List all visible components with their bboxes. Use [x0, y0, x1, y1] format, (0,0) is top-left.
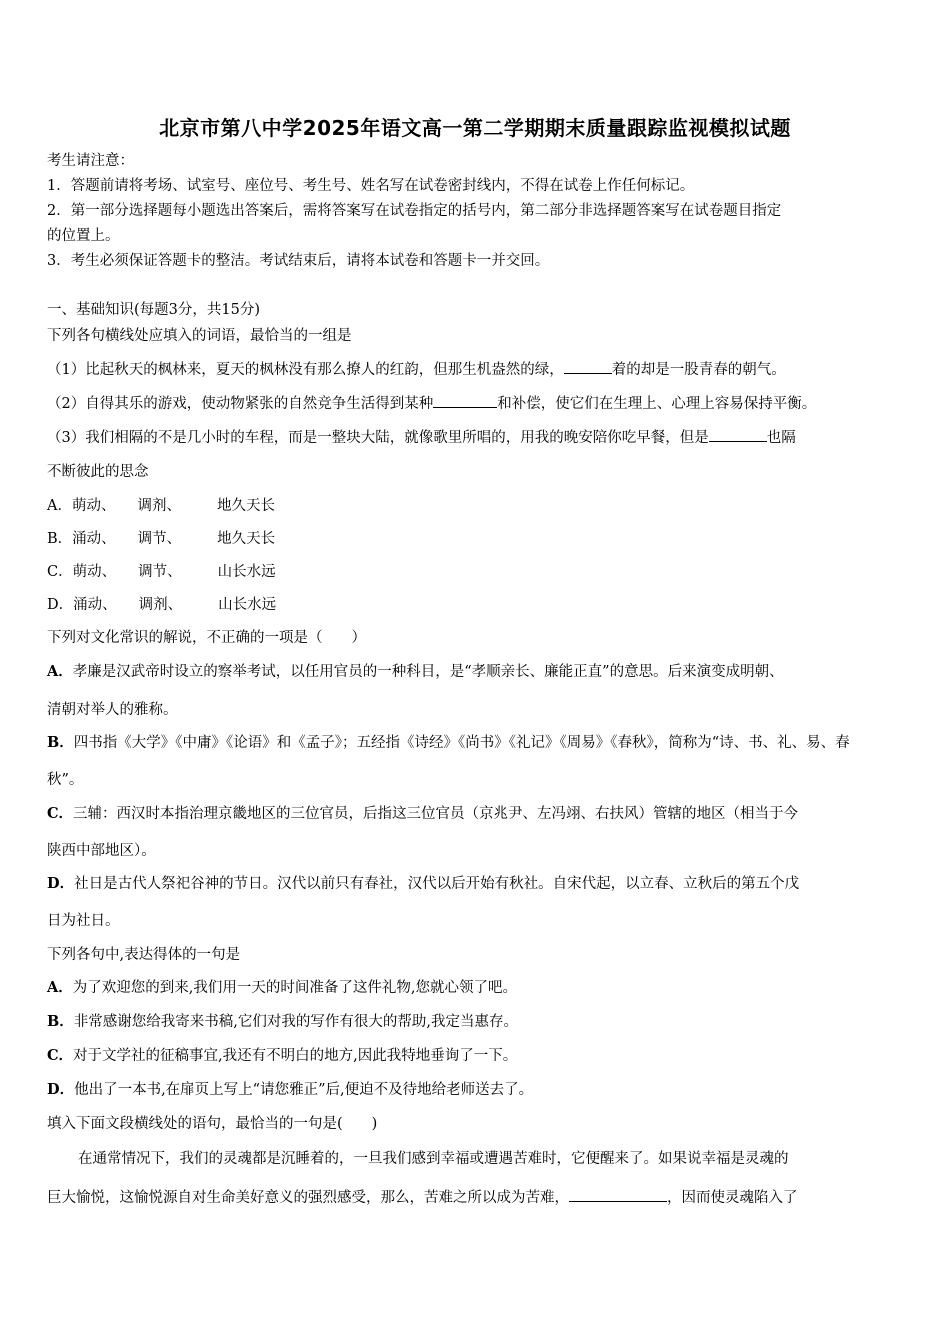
- q2-option-c: C．三辅：西汉时本指治理京畿地区的三位官员，后指这三位官员（京兆尹、左冯翊、右扶风）管辖的地区（相当于今: [47, 805, 799, 822]
- q3-option-d: D．他出了一本书,在扉页上写上“请您雅正”后,便迫不及待地给老师送去了。: [47, 1081, 534, 1098]
- notice-item-2-cont: 的位置上。: [47, 228, 120, 244]
- section-heading: 一、基础知识(每题3分，共15分): [47, 302, 260, 318]
- answer-blank: [564, 358, 612, 374]
- q1-sentence-1: [47, 358, 786, 380]
- q3-option-b: B．非常感谢您给我寄来书稿,它们对我的写作有很大的帮助,我定当惠存。: [47, 1013, 518, 1030]
- q1-s1-text-b: 着的却是一股青春的朝气。: [611, 362, 786, 378]
- q1-option-c: C．萌动、 调节、 山长水远: [47, 564, 276, 580]
- q1-s3-text-a: （3）我们相隔的不是几小时的车程，而是一整块大陆，就像歌里所唱的，用我的晚安陪你吃早餐，但是: [47, 430, 709, 446]
- q2-option-d-cont: 日为社日。: [47, 913, 120, 929]
- q1-s2-text-b: 和补偿，使它们在生理上、心理上容易保持平衡。: [497, 396, 817, 412]
- answer-blank: [433, 392, 497, 408]
- notice-heading: 考生请注意：: [47, 153, 134, 169]
- q2-option-a-cont: 清朝对举人的雅称。: [47, 702, 178, 718]
- notice-item-3: 3．考生必须保证答题卡的整洁。考试结束后，请将本试卷和答题卡一并交回。: [47, 253, 550, 269]
- answer-blank: [569, 1186, 667, 1202]
- q1-option-a: A．萌动、 调剂、 地久天长: [47, 498, 275, 514]
- q1-sentence-3-cont: 不断彼此的思念: [47, 464, 149, 480]
- q1-s3-text-b: 也隔: [766, 430, 796, 446]
- q1-s1-text-a: （1）比起秋天的枫林来，夏天的枫林没有那么撩人的红韵，但那生机盎然的绿，: [47, 362, 564, 378]
- q3-option-a: A．为了欢迎您的到来,我们用一天的时间准备了这件礼物,您就心领了吧。: [47, 979, 517, 996]
- answer-blank: [709, 426, 767, 442]
- q1-s2-text-a: （2）自得其乐的游戏，使动物紧张的自然竞争生活得到某种: [47, 396, 434, 412]
- q2-option-c-cont: 陕西中部地区）。: [47, 843, 156, 859]
- q1-sentence-3: [47, 426, 796, 448]
- q1-stem: 下列各句横线处应填入的词语，最恰当的一组是: [47, 328, 352, 344]
- q4-passage-line-2: 巨大愉悦，这愉悦源自对生命美好意义的强烈感受，那么，苦难之所以成为苦难， ，因而使灵魂陷入了: [47, 1186, 798, 1208]
- q4-stem: 填入下面文段横线处的语句，最恰当的一句是( ): [47, 1116, 378, 1132]
- q2-option-b: B．四书指《大学》《中庸》《论语》和《孟子》；五经指《诗经》《尚书》《礼记》《周易》《春秋》，简称为“诗、书、礼、易、春: [47, 734, 850, 751]
- notice-item-1: 1．答题前请将考场、试室号、座位号、考生号、姓名写在试卷密封线内，不得在试卷上作任何标记。: [47, 178, 695, 194]
- q2-option-b-cont: 秋”。: [47, 772, 84, 788]
- q2-stem: 下列对文化常识的解说，不正确的一项是（ ）: [47, 630, 366, 646]
- notice-item-2: 2．第一部分选择题每小题选出答案后，需将答案写在试卷指定的括号内，第二部分非选择题答案写在试卷题目指定: [47, 203, 782, 219]
- q2-option-d: D．社日是古代人祭祀谷神的节日。汉代以前只有春社，汉代以后开始有秋社。自宋代起，以立春、立秋后的第五个戊: [47, 875, 800, 892]
- q1-option-d: D．涌动、 调剂、 山长水远: [47, 597, 277, 613]
- page-title: 北京市第八中学2025年语文高一第二学期期末质量跟踪监视模拟试题: [159, 116, 791, 140]
- q3-stem: 下列各句中,表达得体的一句是: [47, 947, 241, 963]
- q2-option-a: A．孝廉是汉武帝时设立的察举考试，以任用官员的一种科目，是“孝顺亲长、廉能正直”的意思。后来演变成明朝、: [47, 663, 784, 680]
- q4-passage-line-1: 在通常情况下，我们的灵魂都是沉睡着的，一旦我们感到幸福或遭遇苦难时，它便醒来了。如果说幸福是灵魂的: [78, 1151, 789, 1167]
- q3-option-c: C．对于文学社的征稿事宜,我还有不明白的地方,因此我特地垂询了一下。: [47, 1047, 518, 1064]
- q1-sentence-2: [47, 392, 816, 414]
- q1-option-b: B．涌动、 调节、 地久天长: [47, 531, 276, 547]
